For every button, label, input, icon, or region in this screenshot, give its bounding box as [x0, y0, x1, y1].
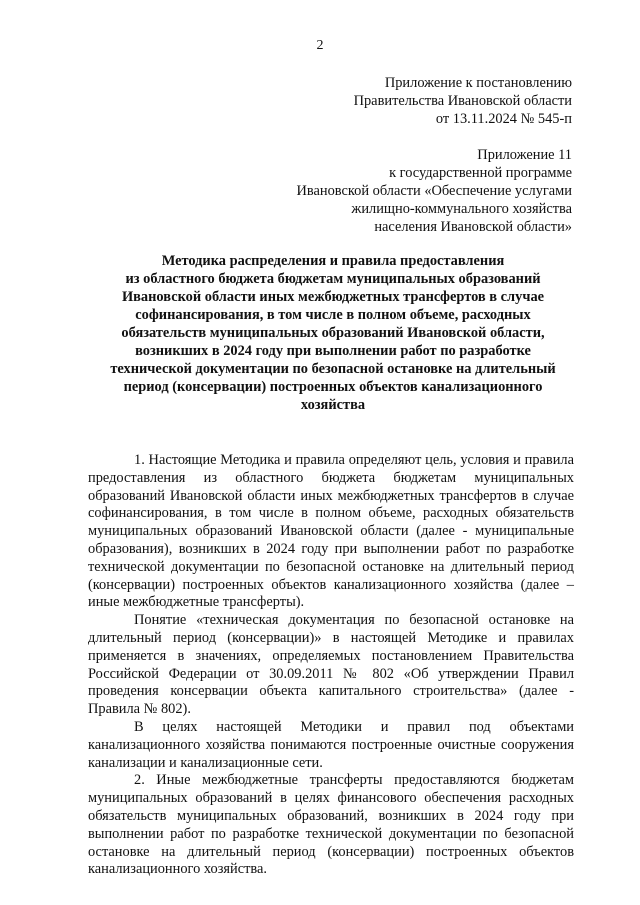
title-line: хозяйства [300, 397, 366, 413]
appendix-line: к государственной программе [389, 165, 572, 181]
appendix-header [297, 146, 573, 236]
approval-line: Правительства Ивановской области [353, 93, 572, 109]
title-line: из областного бюджета бюджетам муниципальных образований [125, 271, 541, 287]
paragraph-1: 1. Настоящие Методика и правила определяют цель, условия и правила предоставления из областного бюджета бюджетам муниципальных образований Ивановской области иных межбюджетных трансфертов в случае софинансирования, в том числе в полном объеме, расходных обязательств муниципальных образований Ивановской области (далее - муниципальные образования), возникших в 2024 году при выполнении работ по разработке технической документации по безопасной остановке на длительный период (консервации) построенных объектов канализационного хозяйства (далее – иные межбюджетные трансферты). [88, 452, 574, 611]
title-line: возникших в 2024 году при выполнении работ по разработке [135, 343, 531, 359]
paragraph-3: В целях настоящей Методики и правил под объектами канализационного хозяйства понимаются построенные очистные сооружения канализации и канализационные сети. [88, 718, 574, 771]
title-line: софинансирования, в том числе в полном объеме, расходных [135, 307, 531, 323]
approval-line: от 13.11.2024 № 545-п [435, 111, 572, 127]
appendix-line: населения Ивановской области» [374, 219, 572, 235]
appendix-line: Приложение 11 [477, 147, 572, 163]
title-line: период (консервации) построенных объектов канализационного [123, 379, 543, 395]
title-line: технической документации по безопасной остановке на длительный [110, 361, 556, 377]
approval-line: Приложение к постановлению [384, 75, 572, 91]
paragraph-4: 2. Иные межбюджетные трансферты предоставляются бюджетам муниципальных образований в целях финансового обеспечения расходных обязательств муниципальных образований, возникших в 2024 году при выполнении работ по разработке технической документации по безопасной остановке на длительный период (консервации) построенных объектов канализационного хозяйства. [88, 772, 574, 878]
page-number: 2 [316, 38, 324, 53]
paragraph-2: Понятие «техническая документация по безопасной остановке на длительный период (консервации)» в настоящей Методике и правилах применяется в значениях, определяемых постановлением Правительства Российской Федерации от 30.09.2011 № 802 «Об утверждении Правил проведения консервации объекта капитального строительства» (далее - Правила № 802). [88, 612, 574, 718]
appendix-line: жилищно-коммунального хозяйства [351, 201, 572, 217]
title-line: Ивановской области иных межбюджетных трансфертов в случае [121, 289, 545, 305]
approval-header [354, 74, 572, 128]
title-line: Методика распределения и правила предоставления [161, 253, 505, 269]
appendix-line: Ивановской области «Обеспечение услугами [296, 183, 572, 199]
document-title [88, 252, 578, 414]
title-line: обязательств муниципальных образований Ивановской области, [121, 325, 545, 341]
document-body [88, 452, 574, 879]
